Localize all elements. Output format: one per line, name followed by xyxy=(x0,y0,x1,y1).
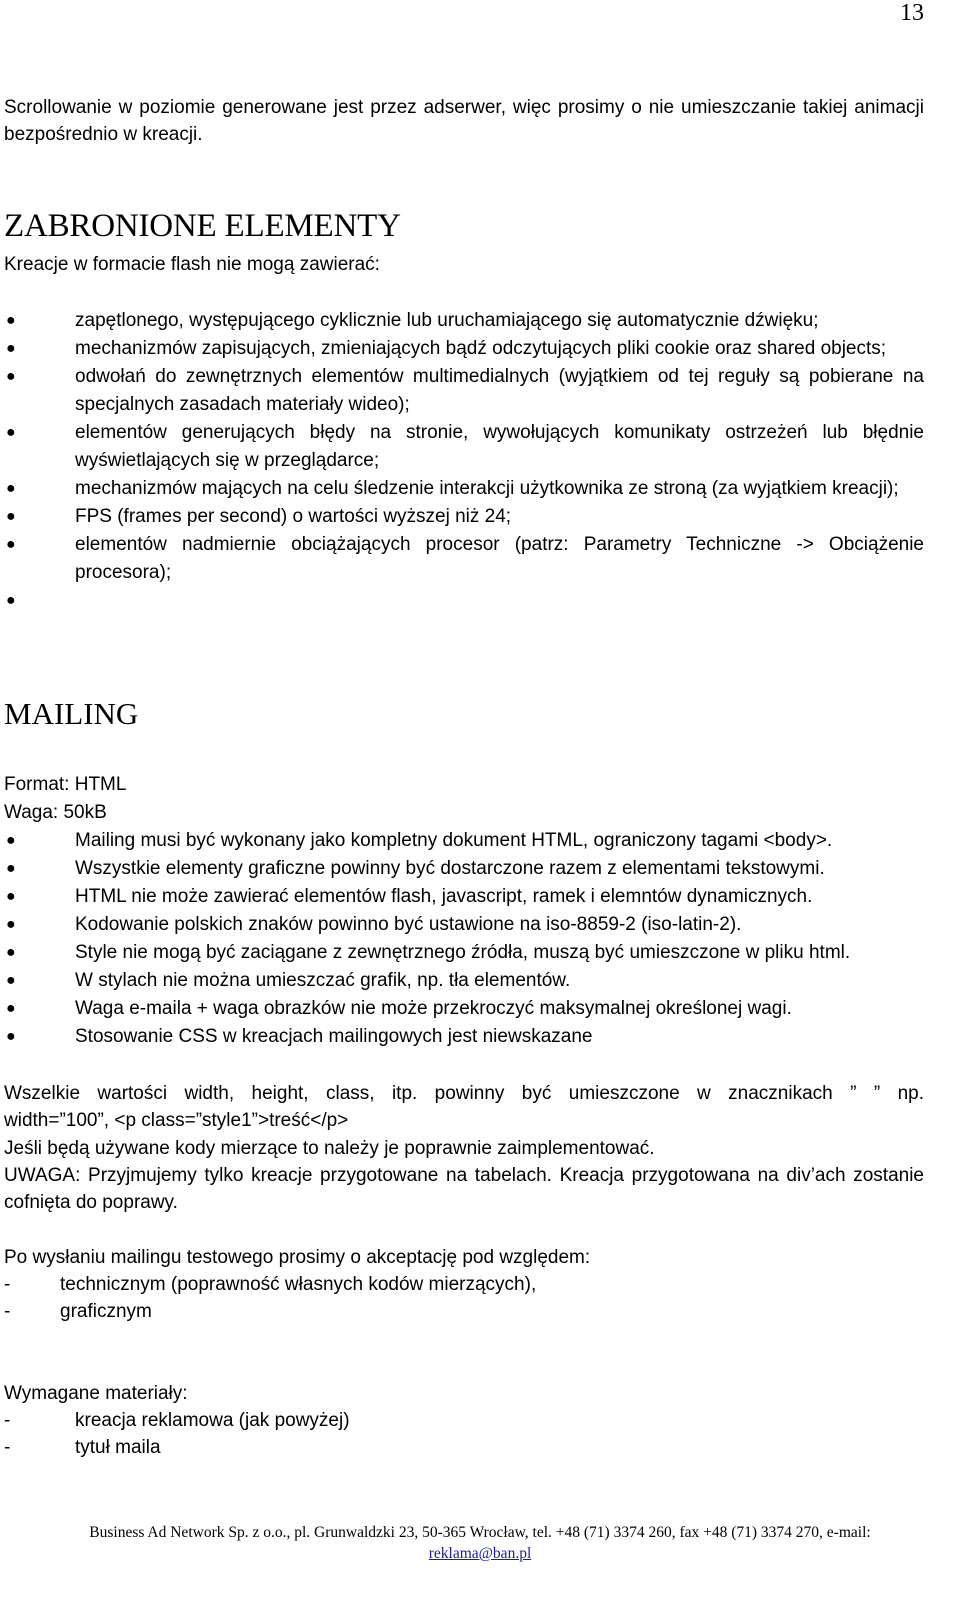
materials-list xyxy=(4,1407,350,1461)
bullet-icon: ● xyxy=(6,944,16,961)
mailing-weight: Waga: 50kB xyxy=(4,802,107,823)
list-item: ● Kodowanie polskich znaków powinno być ustawione na iso-8859-2 (iso-latin-2). xyxy=(4,911,924,939)
values-line-1: Wszelkie wartości width, height, class, itp. powinny być umieszczone w znacznikach ” ” np. xyxy=(4,1083,924,1104)
bullet-icon: ● xyxy=(6,592,16,609)
forbidden-lead: Kreacje w formacie flash nie mogą zawierać: xyxy=(4,254,380,275)
list-item: ● HTML nie może zawierać elementów flash, javascript, ramek i elemntów dynamicznych. xyxy=(4,883,924,911)
forbidden-heading: ZABRONIONE ELEMENTY xyxy=(4,208,401,244)
footer-address: Business Ad Network Sp. z o.o., pl. Grunwaldzki 23, 50-365 Wrocław, tel. +48 (71) 3374 260, fax +48 (71) 3374 270, e-mail: xyxy=(89,1524,871,1541)
bullet-icon: ● xyxy=(6,860,16,877)
bullet-icon: ● xyxy=(6,312,16,329)
list-item: ● Stosowanie CSS w kreacjach mailingowych jest niewskazane xyxy=(4,1023,924,1051)
page-number: 13 xyxy=(900,0,924,26)
warning-paragraph: UWAGA: Przyjmujemy tylko kreacje przygotowane na tabelach. Kreacja przygotowana na div’ach zostanie cofnięta do poprawy. xyxy=(4,1165,924,1213)
list-item: ● W stylach nie można umieszczać grafik, np. tła elementów. xyxy=(4,967,924,995)
bullet-icon: ● xyxy=(6,368,16,385)
bullet-icon: ● xyxy=(6,480,16,497)
list-item: ● Style nie mogą być zaciągane z zewnętrznego źródła, muszą być umieszczone w pliku html. xyxy=(4,939,924,967)
intro-paragraph: Scrollowanie w poziomie generowane jest przez adserwer, więc prosimy o nie umieszczanie takiej animacji bezpośrednio w kreacji. xyxy=(4,97,924,145)
footer-email-link[interactable]: reklama@ban.pl xyxy=(428,1545,532,1562)
list-item: - kreacja reklamowa (jak powyżej) xyxy=(4,1407,350,1434)
list-item: ● FPS (frames per second) o wartości wyższej niż 24; xyxy=(4,503,924,531)
bullet-icon: ● xyxy=(6,424,16,441)
dash-marker: - xyxy=(4,1274,11,1295)
bullet-icon: ● xyxy=(6,536,16,553)
list-item: ● Wszystkie elementy graficzne powinny być dostarczone razem z elementami tekstowymi. xyxy=(4,855,924,883)
list-item: ● Waga e-maila + waga obrazków nie może przekroczyć maksymalnej określonej wagi. xyxy=(4,995,924,1023)
acceptance-lead: Po wysłaniu mailingu testowego prosimy o akceptację pod względem: xyxy=(4,1247,591,1268)
list-item: ● zapętlonego, występującego cyklicznie lub uruchamiającego się automatycznie dźwięku; xyxy=(4,307,924,335)
bullet-icon: ● xyxy=(6,888,16,905)
list-item: ● mechanizmów mających na celu śledzenie interakcji użytkownika ze stroną (za wyjątkiem kreacji); xyxy=(4,475,924,503)
mailing-rules-list xyxy=(4,827,924,1051)
bullet-icon: ● xyxy=(6,972,16,989)
list-item: - tytuł maila xyxy=(4,1434,350,1461)
bullet-icon: ● xyxy=(6,1028,16,1045)
bullet-icon: ● xyxy=(6,832,16,849)
list-item: ● elementów nadmiernie obciążających procesor (patrz: Parametry Techniczne -> Obciążenie procesora); xyxy=(4,531,924,587)
values-line-2: width=”100”, <p class=”style1”>treść</p> xyxy=(4,1110,349,1131)
bullet-icon: ● xyxy=(6,340,16,357)
list-item: ● mechanizmów zapisujących, zmieniających bądź odczytujących pliki cookie oraz shared objects; xyxy=(4,335,924,363)
list-item-empty xyxy=(4,587,924,615)
dash-marker: - xyxy=(4,1410,11,1431)
dash-marker: - xyxy=(4,1437,11,1458)
list-item: ● elementów generujących błędy na stronie, wywołujących komunikaty ostrzeżeń lub błędnie wyświetlających się w przeglądarce; xyxy=(4,419,924,475)
list-item: - graficznym xyxy=(4,1298,536,1325)
page-footer xyxy=(0,1522,960,1564)
list-item: ● Mailing musi być wykonany jako kompletny dokument HTML, ograniczony tagami <body>. xyxy=(4,827,924,855)
bullet-icon: ● xyxy=(6,916,16,933)
list-item: - technicznym (poprawność własnych kodów mierzących), xyxy=(4,1271,536,1298)
materials-lead: Wymagane materiały: xyxy=(4,1383,188,1404)
bullet-icon: ● xyxy=(6,508,16,525)
dash-marker: - xyxy=(4,1301,11,1322)
bullet-icon: ● xyxy=(6,1000,16,1017)
forbidden-list xyxy=(4,307,924,615)
mailing-format: Format: HTML xyxy=(4,774,127,795)
codes-note: Jeśli będą używane kody mierzące to należy je poprawnie zaimplementować. xyxy=(4,1138,655,1159)
acceptance-list xyxy=(4,1271,536,1325)
mailing-heading: MAILING xyxy=(4,696,139,731)
list-item: ● odwołań do zewnętrznych elementów multimedialnych (wyjątkiem od tej reguły są pobierane na specjalnych zasadach materiały wideo); xyxy=(4,363,924,419)
